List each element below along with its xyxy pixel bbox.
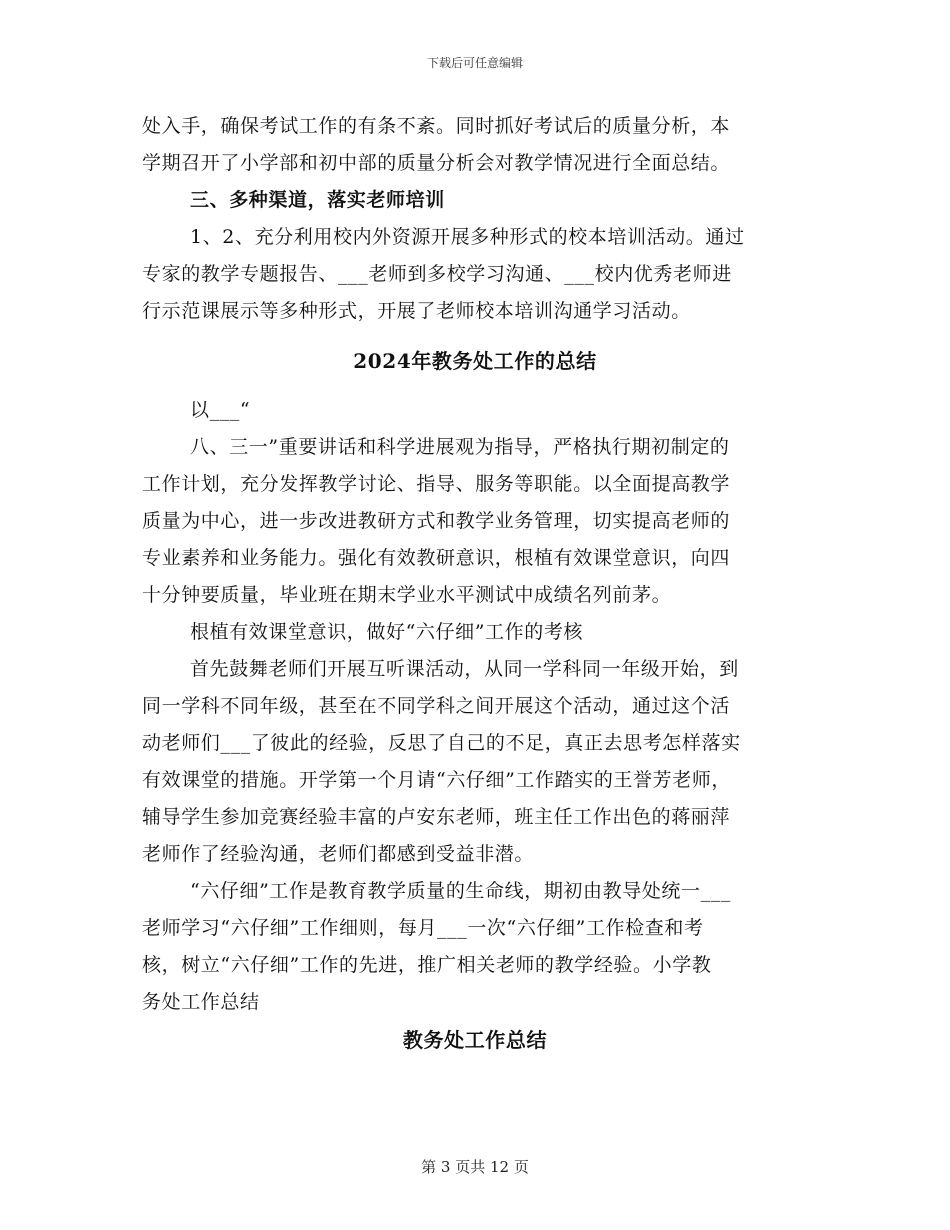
paragraph-line: 专家的教学专题报告、___老师到多校学习沟通、___校内优秀老师进 (142, 263, 732, 285)
paragraph-line: 行示范课展示等多种形式，开展了老师校本培训沟通学习活动。 (142, 300, 691, 322)
paragraph-line: 1、2、充分利用校内外资源开展多种形式的校本培训活动。通过 (190, 226, 745, 248)
page-header: 下载后可任意编辑 (426, 56, 523, 70)
paragraph-line: 处入手，确保考试工作的有条不紊。同时抓好考试后的质量分析，本 (142, 115, 731, 137)
paragraph-line: 核，树立“六仔细”工作的先进，推广相关老师的教学经验。小学教 (142, 954, 712, 976)
paragraph-line: 专业素养和业务能力。强化有效教研意识，根植有效课堂意识，向四 (142, 547, 731, 569)
paragraph-line: 首先鼓舞老师们开展互听课活动，从同一学科同一年级开始，到 (190, 658, 739, 680)
paragraph-line: 老师学习“六仔细”工作细则，每月___一次“六仔细”工作检查和考 (142, 917, 704, 939)
paragraph-line: 务处工作总结 (142, 991, 260, 1013)
paragraph-line: 老师作了经验沟通，老师们都感到受益非潜。 (142, 843, 535, 865)
paragraph-line: 工作计划，充分发挥教学讨论、指导、服务等职能。以全面提高教学 (142, 473, 731, 495)
paragraph-line: 动老师们___了彼此的经验，反思了自己的不足，真正去思考怎样落实 (142, 732, 741, 754)
paragraph-line: 辅导学生参加竞赛经验丰富的卢安东老师，班主任工作出色的蒋丽萍 (142, 806, 731, 828)
page-footer: 第 3 页共 12 页 (421, 1158, 529, 1176)
paragraph-line: “六仔细”工作是教育教学质量的生命线，期初由教导处统一___ (190, 880, 731, 902)
paragraph-line: 根植有效课堂意识，做好“六仔细”工作的考核 (190, 621, 584, 643)
document-title: 2024年教务处工作的总结 (353, 349, 597, 373)
paragraph-line: 以___“ (190, 399, 251, 421)
paragraph-line: 八、三一”重要讲话和科学进展观为指导，严格执行期初制定的 (190, 436, 730, 458)
paragraph-line: 十分钟要质量，毕业班在期末学业水平测试中成绩名列前茅。 (142, 584, 672, 606)
paragraph-line: 同一学科不同年级，甚至在不同学科之间开展这个活动，通过这个活 (142, 695, 731, 717)
paragraph-line: 有效课堂的措施。开学第一个月请“六仔细”工作踏实的王誉芳老师， (142, 769, 732, 791)
paragraph-line: 学期召开了小学部和初中部的质量分析会对教学情况进行全面总结。 (142, 152, 731, 174)
section-title: 教务处工作总结 (402, 1028, 548, 1052)
section-heading: 三、多种渠道，落实老师培训 (190, 189, 445, 211)
paragraph-line: 质量为中心，进一步改进教研方式和教学业务管理，切实提高老师的 (142, 510, 731, 532)
